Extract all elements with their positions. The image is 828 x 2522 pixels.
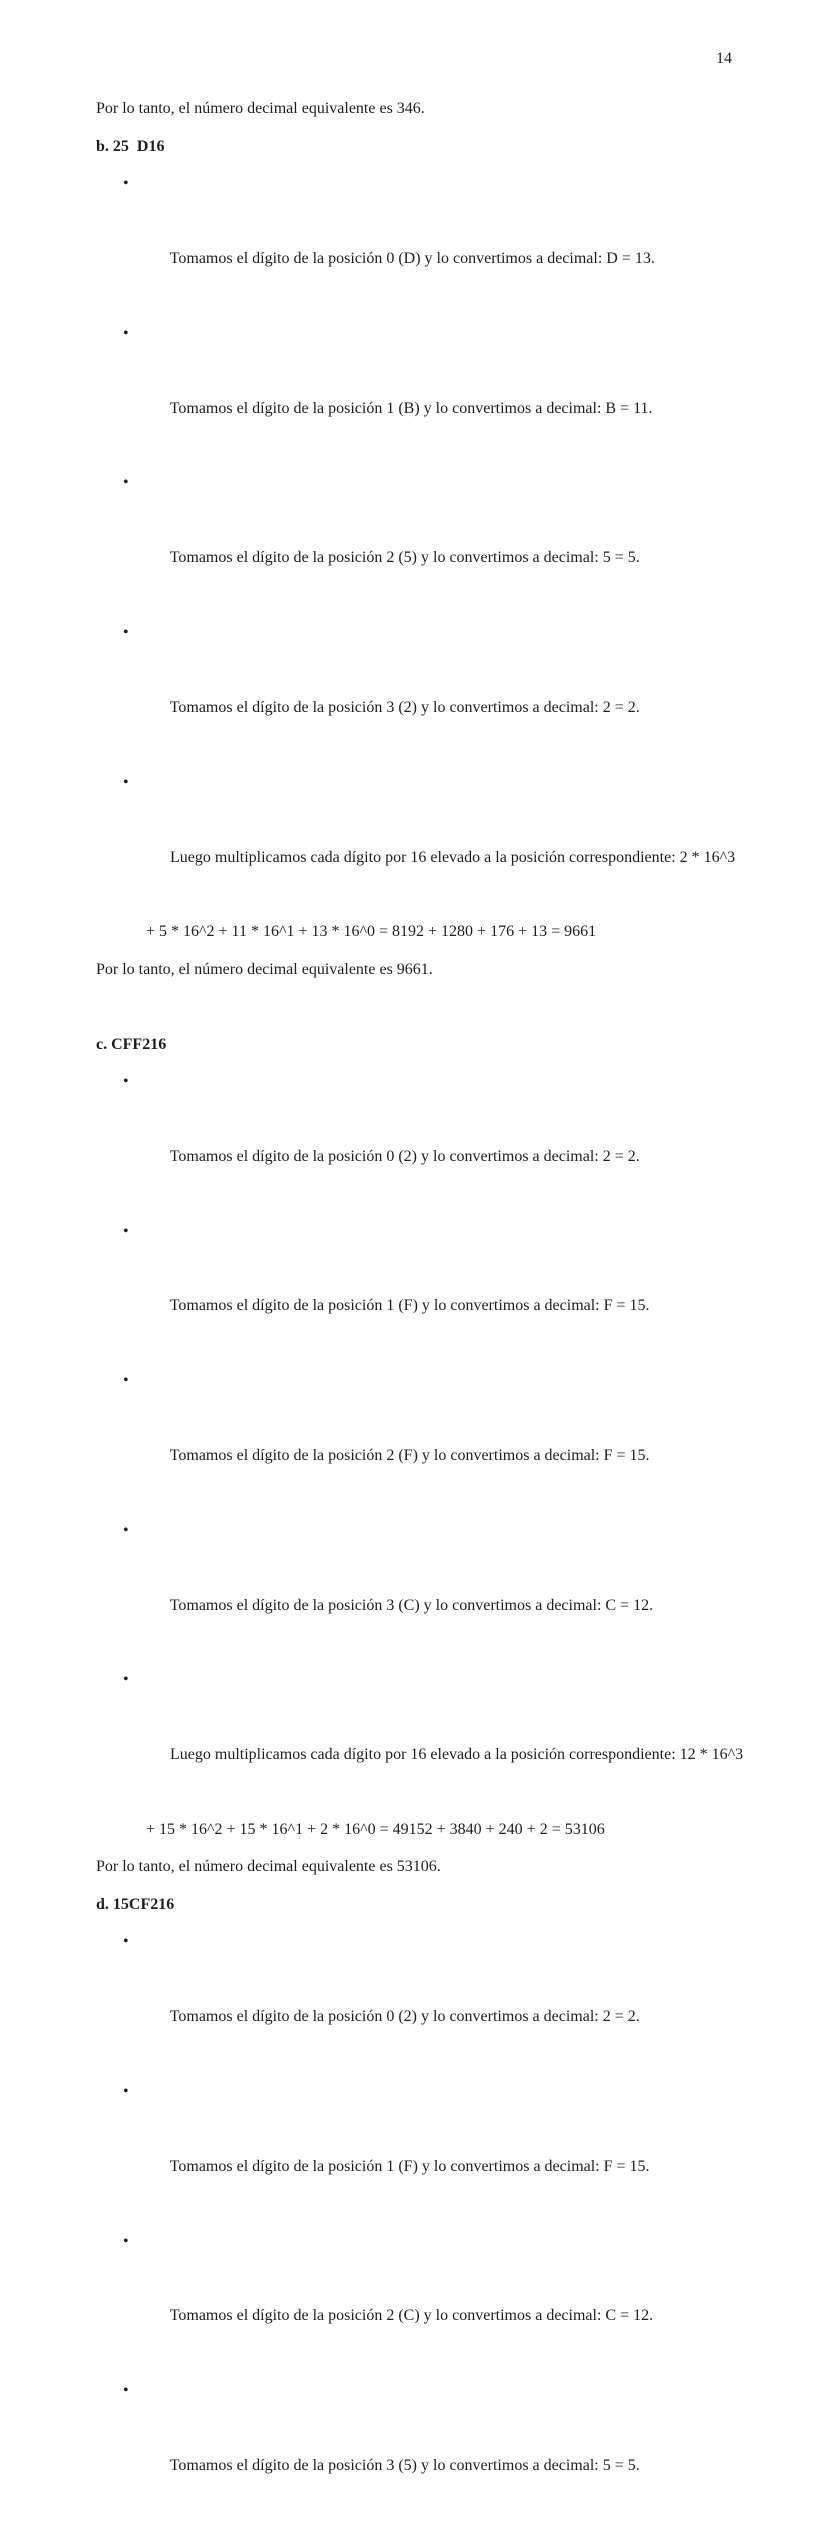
bullet-item — [96, 764, 736, 914]
bullet-marker: • — [123, 474, 129, 492]
bullet-text: Tomamos el dígito de la posición 3 (C) y lo convertimos a decimal: C = 12. — [169, 1596, 654, 1614]
bullet-item — [96, 1362, 732, 1512]
section-c-heading: c. CFF216 — [96, 1035, 167, 1053]
bullet-continuation: + 5 * 16^2 + 11 * 16^1 + 13 * 16^0 = 8192 + 1280 + 176 + 13 = 9661 — [146, 923, 597, 941]
bullet-marker: • — [123, 624, 129, 642]
bullet-marker: • — [123, 773, 129, 791]
bullet-text: Tomamos el dígito de la posición 1 (F) y lo convertimos a decimal: F = 15. — [169, 1297, 650, 1315]
section-b — [96, 128, 736, 988]
bullet-item — [96, 2372, 732, 2522]
bullet-text: Tomamos el dígito de la posición 0 (D) y lo convertimos a decimal: D = 13. — [169, 250, 655, 268]
bullet-text: Tomamos el dígito de la posición 1 (B) y lo convertimos a decimal: B = 11. — [169, 399, 653, 417]
section-b-heading: b. 25 D16 — [96, 137, 165, 155]
bullet-marker: • — [123, 2232, 129, 2250]
intro-paragraph: Por lo tanto, el número decimal equivalente es 346. — [96, 100, 425, 118]
section-d — [96, 1886, 732, 2522]
bullet-text: Tomamos el dígito de la posición 2 (F) y lo convertimos a decimal: F = 15. — [169, 1447, 650, 1465]
closing-paragraph: Por lo tanto, el número decimal equivalente es 9661. — [96, 960, 433, 978]
bullet-text: Tomamos el dígito de la posición 3 (5) y lo convertimos a decimal: 5 = 5. — [169, 2456, 640, 2474]
bullet-marker: • — [123, 1222, 129, 1240]
bullet-marker: • — [123, 2082, 129, 2100]
bullet-text: Tomamos el dígito de la posición 0 (2) y lo convertimos a decimal: 2 = 2. — [169, 2008, 640, 2026]
bullet-text: Tomamos el dígito de la posición 2 (C) y lo convertimos a decimal: C = 12. — [169, 2307, 654, 2325]
closing-paragraph: Por lo tanto, el número decimal equivalente es 53106. — [96, 1858, 441, 1876]
bullet-item — [96, 315, 732, 465]
bullet-marker: • — [123, 175, 129, 193]
bullet-marker: • — [123, 1933, 129, 1951]
bullet-item — [96, 2223, 732, 2373]
section-c — [96, 1026, 744, 1886]
bullet-marker: • — [123, 2382, 129, 2400]
bullet-marker: • — [123, 1671, 129, 1689]
bullet-marker: • — [123, 1372, 129, 1390]
bullet-marker: • — [123, 324, 129, 342]
bullet-item — [96, 1512, 732, 1662]
bullet-item — [96, 1213, 732, 1363]
bullet-item — [96, 1063, 732, 1213]
bullet-marker: • — [123, 1521, 129, 1539]
bullet-item — [96, 614, 732, 764]
page-number: 14 — [716, 50, 732, 67]
bullet-item — [96, 1923, 732, 2073]
bullet-marker: • — [123, 1072, 129, 1090]
bullet-continuation: + 15 * 16^2 + 15 * 16^1 + 2 * 16^0 = 49152 + 3840 + 240 + 2 = 53106 — [146, 1821, 605, 1839]
section-d-heading: d. 15CF216 — [96, 1895, 175, 1913]
bullet-item — [96, 2073, 732, 2223]
bullet-text: Tomamos el dígito de la posición 0 (2) y lo convertimos a decimal: 2 = 2. — [169, 1147, 640, 1165]
bullet-text: Tomamos el dígito de la posición 3 (2) y lo convertimos a decimal: 2 = 2. — [169, 698, 640, 716]
bullet-item — [96, 165, 732, 315]
bullet-item — [96, 464, 732, 614]
bullet-text: Tomamos el dígito de la posición 1 (F) y lo convertimos a decimal: F = 15. — [169, 2157, 650, 2175]
blank-line — [96, 988, 732, 1025]
bullet-text: Luego multiplicamos cada dígito por 16 elevado a la posición correspondiente: 12 * 16^3 — [170, 1746, 744, 1764]
bullet-text: Tomamos el dígito de la posición 2 (5) y lo convertimos a decimal: 5 = 5. — [169, 549, 640, 567]
bullet-item — [96, 1661, 744, 1811]
bullet-text: Luego multiplicamos cada dígito por 16 elevado a la posición correspondiente: 2 * 16^3 — [170, 848, 736, 866]
